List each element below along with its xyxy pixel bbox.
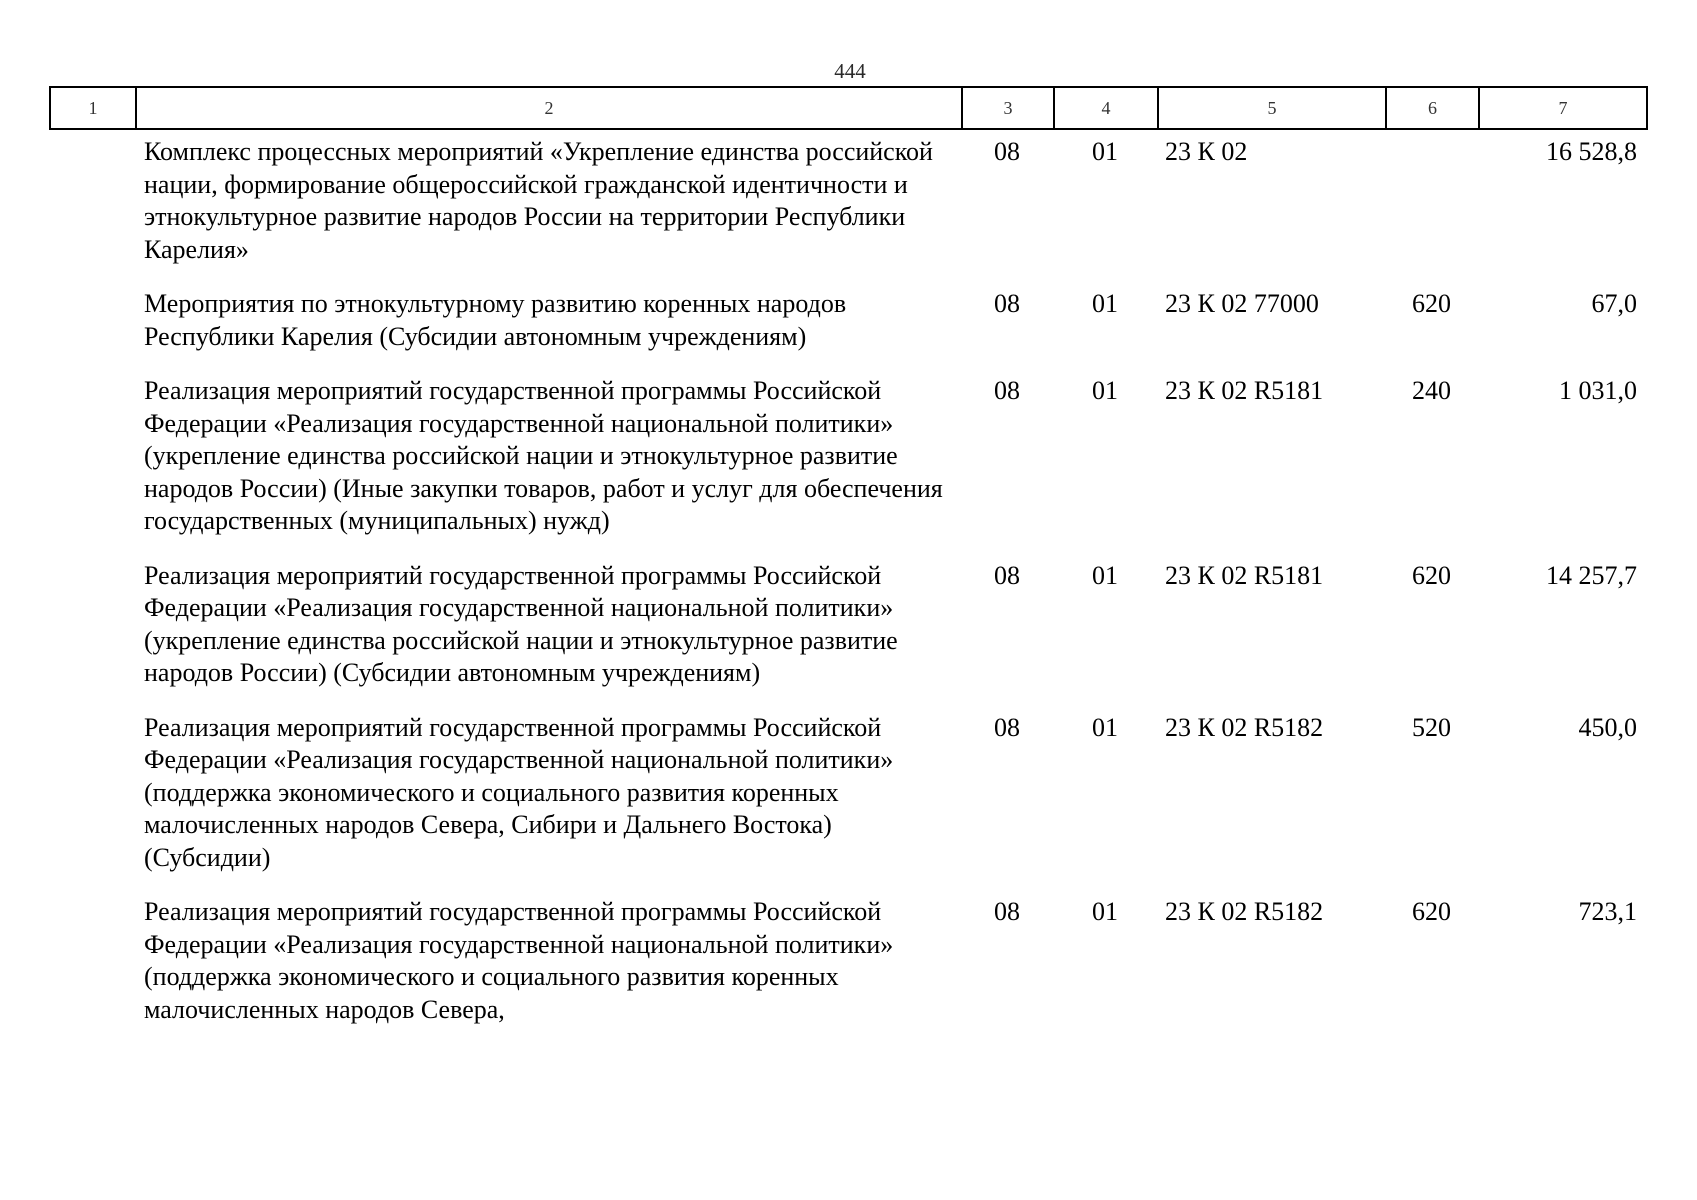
header-col-1: 1 (50, 87, 136, 129)
header-col-4: 4 (1054, 87, 1158, 129)
cell-target-article: 23 К 02 77000 (1165, 289, 1319, 318)
cell-section: 08 (994, 712, 1020, 742)
header-col-5: 5 (1158, 87, 1386, 129)
cell-expense-type: 520 (1412, 712, 1451, 742)
table-row (49, 554, 1646, 706)
cell-sum: 67,0 (1591, 289, 1637, 318)
table-row (49, 369, 1646, 554)
page-number: 444 (834, 59, 866, 83)
header-col-2: 2 (136, 87, 962, 129)
cell-description: Реализация мероприятий государственной программы Российской Федерации «Реализация государственной национальной политики» (укрепление единства российской нации и этнокультурное развитие народов России) (Иные закупки товаров, работ и услуг для обеспечения государственных (муниципальных) нужд) (144, 376, 943, 535)
cell-section: 08 (994, 289, 1020, 318)
cell-subsection: 01 (1092, 712, 1118, 742)
cell-section: 08 (994, 897, 1020, 926)
cell-section: 08 (994, 560, 1020, 590)
cell-description: Реализация мероприятий государственной программы Российской Федерации «Реализация государственной национальной политики» (поддержка экономического и социального развития коренных малочисленных народов Севера, (144, 897, 894, 1024)
cell-subsection: 01 (1092, 560, 1118, 590)
cell-sum: 723,1 (1578, 897, 1637, 926)
cell-expense-type: 240 (1412, 376, 1451, 405)
cell-expense-type: 620 (1412, 289, 1451, 318)
cell-description: Реализация мероприятий государственной программы Российской Федерации «Реализация государственной национальной политики» (поддержка экономического и социального развития коренных малочисленных народов Севера, Сибири и Дальнего Востока) (Субсидии) (144, 712, 894, 872)
cell-section: 08 (994, 137, 1020, 166)
cell-expense-type: 620 (1412, 560, 1451, 590)
cell-target-article: 23 К 02 (1165, 137, 1248, 166)
cell-target-article: 23 К 02 R5182 (1165, 712, 1324, 742)
cell-description: Мероприятия по этнокультурному развитию коренных народов Республики Карелия (Субсидии автономным учреждениям) (144, 289, 847, 351)
header-col-7: 7 (1479, 87, 1647, 129)
cell-expense-type: 620 (1412, 897, 1451, 926)
cell-description: Комплекс процессных мероприятий «Укрепление единства российской нации, формирование общероссийской гражданской идентичности и этнокультурное развитие народов России на территории Республики Карелия» (144, 137, 933, 264)
cell-expense-type (1385, 130, 1478, 282)
cell-target-article: 23 К 02 R5181 (1165, 376, 1324, 405)
header-col-6: 6 (1386, 87, 1479, 129)
table-body (49, 130, 1646, 1026)
cell-sum: 16 528,8 (1546, 137, 1637, 166)
cell-sum: 450,0 (1578, 712, 1637, 742)
cell-col1 (49, 282, 135, 369)
cell-subsection: 01 (1092, 897, 1118, 926)
cell-sum: 14 257,7 (1546, 560, 1637, 590)
table-header (49, 86, 1648, 130)
cell-col1 (49, 890, 135, 1026)
table-row (49, 130, 1646, 282)
cell-target-article: 23 К 02 R5182 (1165, 897, 1324, 926)
cell-col1 (49, 554, 135, 706)
table-row (49, 282, 1646, 369)
cell-subsection: 01 (1092, 137, 1118, 166)
cell-section: 08 (994, 376, 1020, 405)
cell-col1 (49, 706, 135, 891)
cell-sum: 1 031,0 (1559, 376, 1637, 405)
cell-col1 (49, 130, 135, 282)
table-row (49, 890, 1646, 1026)
header-row (50, 87, 1647, 129)
cell-target-article: 23 К 02 R5181 (1165, 560, 1324, 590)
header-col-3: 3 (962, 87, 1054, 129)
cell-subsection: 01 (1092, 289, 1118, 318)
cell-description: Реализация мероприятий государственной программы Российской Федерации «Реализация государственной национальной политики» (укрепление единства российской нации и этнокультурное развитие народов России) (Субсидии автономным учреждениям) (144, 560, 898, 687)
table-row (49, 706, 1646, 891)
cell-subsection: 01 (1092, 376, 1118, 405)
cell-col1 (49, 369, 135, 554)
